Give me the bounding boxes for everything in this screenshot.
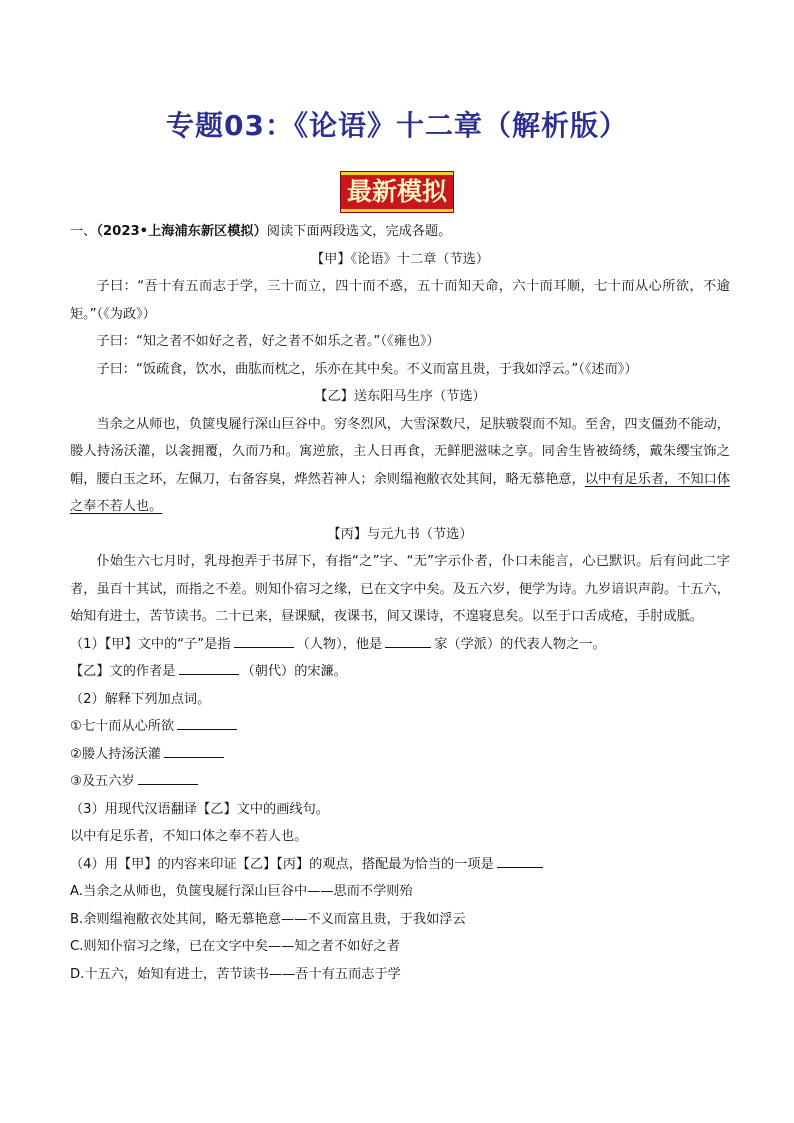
answer-blank-5[interactable] [164,743,224,758]
answer-blank-1[interactable] [234,633,294,648]
question-instruction: 阅读下面两段选文，完成各题。 [266,224,452,239]
answer-blank-4[interactable] [177,715,237,730]
passage-a-heading: 【甲】《论语》十二章（节选） [310,251,490,267]
sub-question-2-item-3: ③及五六岁 [70,768,730,796]
passage-b-text [70,411,730,521]
sub-question-2-item-1: ①七十而从心所欲 [70,713,730,741]
passage-b-underlined-sentence: 以中有足乐者，不知口体之奉不若人也。 [70,471,731,514]
section-badge-wrap [0,172,794,212]
question-header [70,218,730,246]
answer-blank-3[interactable] [179,660,239,675]
option-b: B.余则缊袍敝衣处其间，略无慕艳意——不义而富且贵，于我如浮云 [70,911,466,927]
option-a: A.当余之从师也，负箧曳屣行深山巨谷中——思而不学则殆 [70,884,413,899]
sub-question-4: （4）用【甲】的内容来印证【乙】【丙】的观点，搭配最为恰当的一项是 [70,851,730,879]
passage-a-line-1: 子曰：“吾十有五而志于学，三十而立，四十而不惑，五十而知天命，六十而耳顺，七十而从心所欲，不逾矩。”（《为政》） [70,279,730,322]
option-d: D.十五六，始知有进士，苦节读书——吾十有五而志于学 [70,966,401,982]
passage-c-heading: 【丙】与元九书（节选） [327,526,473,542]
section-badge: 最新模拟 [341,172,453,212]
passage-a-line-2: 子曰：“知之者不如好之者，好之者不如乐之者。”（《雍也》） [96,334,440,349]
sub-question-3-sentence: 以中有足乐者，不知口体之奉不若人也。 [70,829,308,844]
sub-question-2: （2）解释下列加点词。 [70,691,211,707]
sub-question-2-item-2: ②媵人持汤沃灌 [70,741,730,769]
passage-a-line-3: 子曰：“饭疏食，饮水，曲肱而枕之，乐亦在其中矣。不义而富且贵，于我如浮云。”（《述而》） [96,361,638,377]
answer-blank-2[interactable] [385,633,431,648]
sub-question-1-line-2: 【乙】文的作者是 （朝代）的宋濂。 [70,658,730,686]
page-title: 专题03：《论语》十二章（解析版） [166,109,628,142]
sub-question-1: （1）【甲】文中的“子”是指 （人物），他是 家（学派）的代表人物之一。 [70,631,730,659]
question-source: （2023•上海浦东新区模拟） [96,224,267,239]
sub-question-3: （3）用现代汉语翻译【乙】文中的画线句。 [70,801,329,817]
passage-b-plain: 当余之从师也，负箧曳屣行深山巨谷中。穷冬烈风，大雪深数尺，足肤皲裂而不知。至舍，四支僵劲不能动，媵人持汤沃灌，以衾拥覆，久而乃和。寓逆旅，主人日再食，无鲜肥滋味之享。同舍生皆被绮绣，戴朱缨宝饰之帽，腰白玉之环，左佩刀，右备容臭，烨然若神人；余则缊袍敝衣处其间，略无慕艳意， [70,416,730,487]
answer-blank-6[interactable] [138,770,198,785]
passage-c-text: 仆始生六七月时，乳母抱弄于书屏下，有指“之”字、“无”字示仆者，仆口未能言，心已默识。后有问此二字者，虽百十其试，而指之不差。则知仆宿习之缘，已在文字中矣。及五六岁，便学为诗。九岁谙识声韵。十五六，始知有进士，苦节读书。二十已来，昼课赋，夜课书，间又课诗，不遑寝息矣。以至于口舌成疮，手肘成胝。 [70,554,730,624]
answer-blank-7[interactable] [497,853,543,868]
question-number: 一、 [70,224,97,239]
passage-b-heading: 【乙】送东阳马生序（节选） [314,389,486,404]
option-c: C.则知仆宿习之缘，已在文字中矣——知之者不如好之者 [70,939,400,954]
document-body [70,218,730,988]
